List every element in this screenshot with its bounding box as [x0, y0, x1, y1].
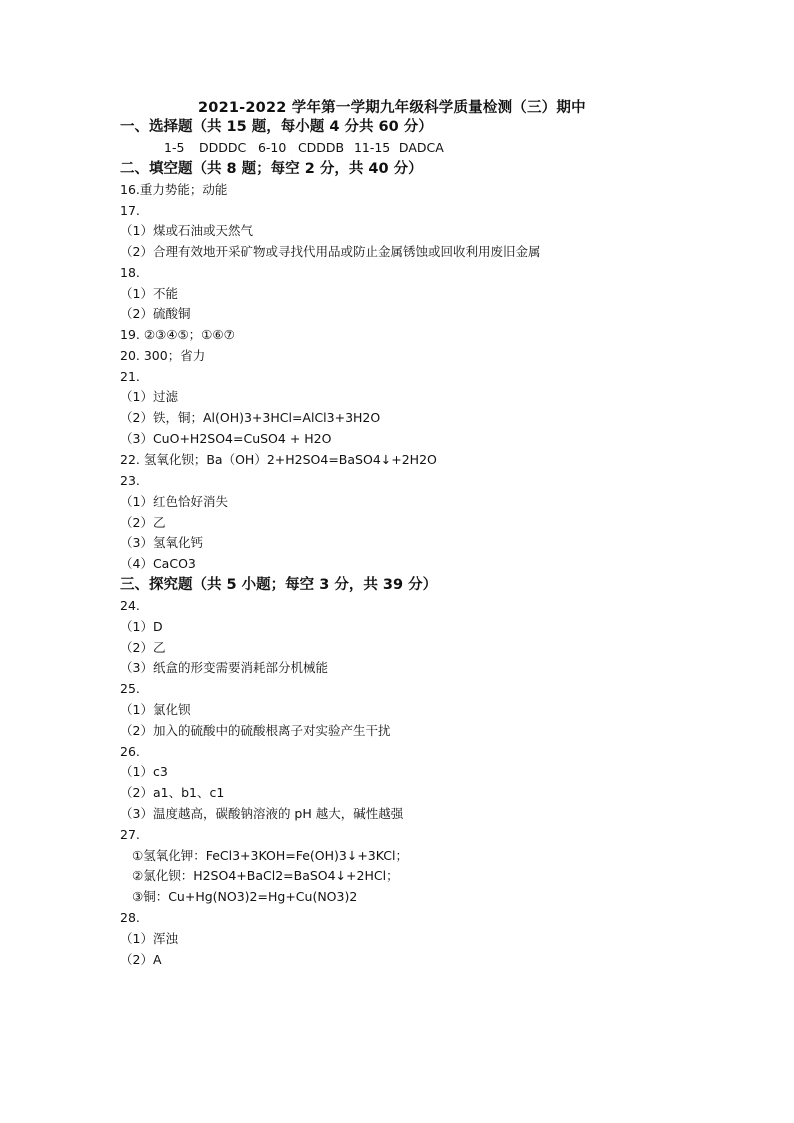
answer-line: （1）D [120, 619, 163, 634]
mc-range-2: 6-10 [257, 140, 287, 155]
answer-line: （1）不能 [120, 286, 178, 301]
answer-line: （3）CuO+H2SO4=CuSO4 + H2O [120, 431, 332, 446]
answer-line: 22. 氢氧化钡；Ba（OH）2+H2SO4=BaSO4↓+2H2O [120, 452, 437, 467]
answer-line: （1）浑浊 [120, 931, 178, 946]
answer-line: ②氯化钡：H2SO4+BaCl2=BaSO4↓+2HCl； [132, 868, 399, 883]
document-title: 2021-2022 学年第一学期九年级科学质量检测（三）期中 [198, 100, 586, 116]
question-number: 28. [120, 910, 140, 925]
section-heading-fill: 二、填空题（共 8 题；每空 2 分，共 40 分） [120, 161, 423, 177]
mc-range-1: 1-5 [164, 140, 185, 155]
answer-line: （2）乙 [120, 640, 166, 655]
answer-line: ③铜：Cu+Hg(NO3)2=Hg+Cu(NO3)2 [132, 889, 358, 904]
question-number: 26. [120, 744, 140, 759]
mc-answer-2: CDDDB [297, 140, 345, 155]
question-number: 27. [120, 827, 140, 842]
answer-line: （1）氯化钡 [120, 702, 191, 717]
answer-line: 20. 300；省力 [120, 348, 206, 363]
answer-line: （2）合理有效地开采矿物或寻找代用品或防止金属锈蚀或回收利用废旧金属 [120, 244, 541, 259]
answer-line: （2）乙 [120, 515, 166, 530]
mc-range-3: 11-15 [353, 140, 391, 155]
answer-line: ①氢氧化钾：FeCl3+3KOH=Fe(OH)3↓+3KCl； [132, 848, 408, 863]
mc-answer-1: DDDDC [198, 140, 247, 155]
answer-line: （1）红色恰好消失 [120, 494, 228, 509]
answer-line: （2）硫酸铜 [120, 306, 191, 321]
section-heading-inquiry: 三、探究题（共 5 小题；每空 3 分，共 39 分） [120, 577, 438, 593]
section-heading-choice: 一、选择题（共 15 题，每小题 4 分共 60 分） [120, 119, 433, 135]
question-number: 24. [120, 598, 140, 613]
answer-line: （1）煤或石油或天然气 [120, 223, 253, 238]
answer-line: （2）a1、b1、c1 [120, 785, 225, 800]
answer-line: （3）温度越高，碳酸钠溶液的 pH 越大，碱性越强 [120, 806, 404, 821]
answer-line: （2）加入的硫酸中的硫酸根离子对实验产生干扰 [120, 723, 391, 738]
answer-line: （2）A [120, 952, 162, 967]
answer-line: （2）铁，铜；Al(OH)3+3HCl=AlCl3+3H2O [120, 410, 381, 425]
question-number: 23. [120, 473, 140, 488]
multiple-choice-answers [164, 140, 444, 156]
answer-line: 19. ②③④⑤；①⑥⑦ [120, 327, 235, 342]
answer-line: （1）过滤 [120, 389, 178, 404]
question-number: 25. [120, 681, 140, 696]
question-number: 17. [120, 203, 140, 218]
question-number: 21. [120, 369, 140, 384]
answer-line: （1）c3 [120, 764, 168, 779]
answer-line: （3）氢氧化钙 [120, 535, 203, 550]
answer-line: （3）纸盒的形变需要消耗部分机械能 [120, 660, 328, 675]
answer-line: （4）CaCO3 [120, 556, 196, 571]
answer-line: 16.重力势能；动能 [120, 182, 228, 197]
mc-answer-3: DADCA [398, 140, 444, 155]
question-number: 18. [120, 265, 140, 280]
